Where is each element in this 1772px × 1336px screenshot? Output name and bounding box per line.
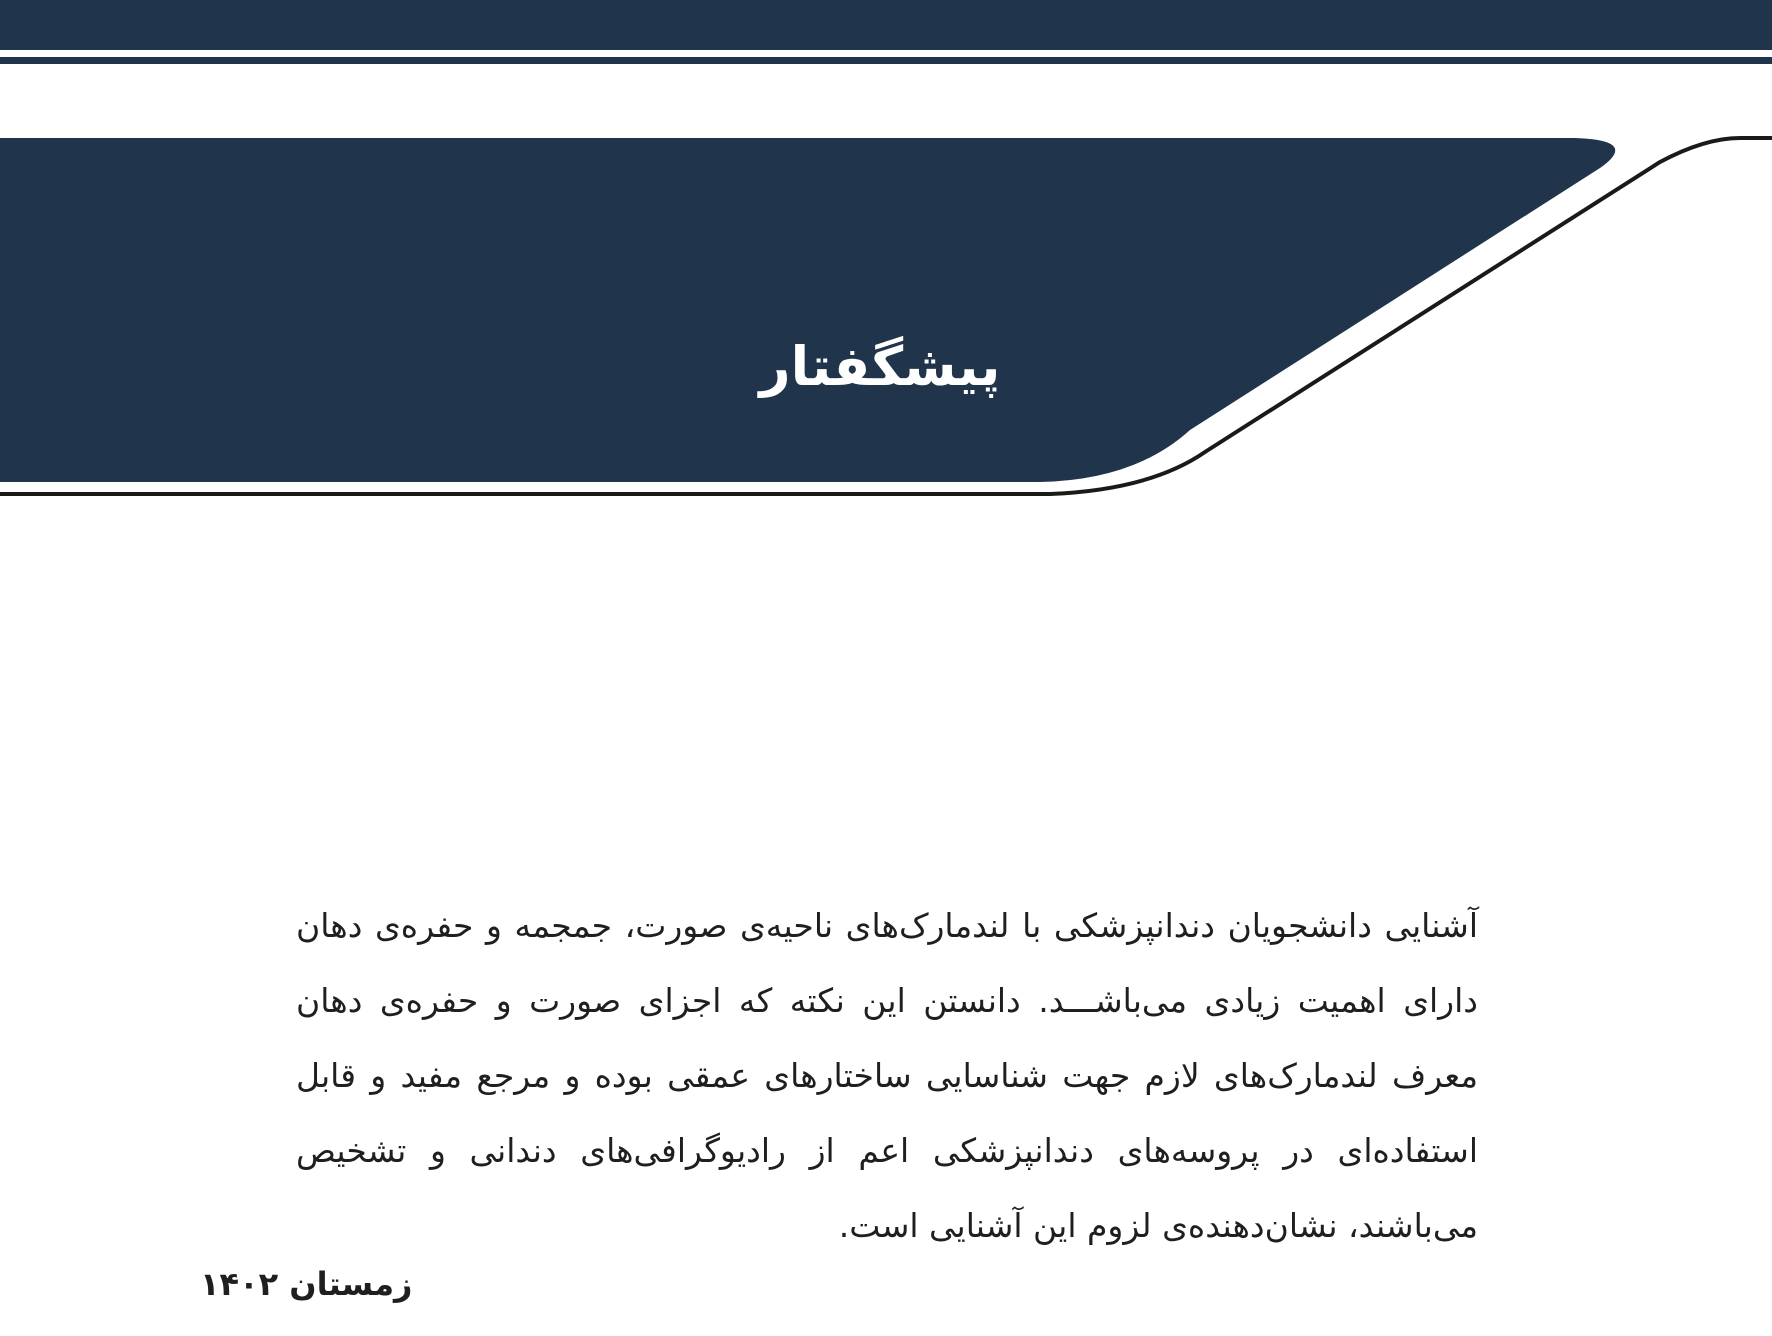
intro-paragraph: آشنایی دانشجویان دندانپزشکی با لندمارک‌های ناحیه‌ی صورت، جمجمه و حفره‌ی دهان دارای اهمیت زیادی می‌باشـــد. دانستن این نکته که اجزای صورت و حفره‌ی دهان معرف لندمارک‌های لازم جهت شناسایی ساختارهای عمقی بوده و مرجع مفید و قابل استفاده‌ای در پروسه‌های دندانپزشکی اعم از رادیوگرافی‌های دندانی و تشخیص می‌باشند، نشان‌دهنده‌ی لزوم این آشنایی است.	[296, 906, 1478, 1245]
header-banner	[0, 0, 1772, 520]
banner-fill	[0, 138, 1615, 482]
date-signature: زمستان ۱۴۰۲	[200, 1265, 413, 1303]
page-title: پیشگفتار	[759, 335, 1001, 398]
